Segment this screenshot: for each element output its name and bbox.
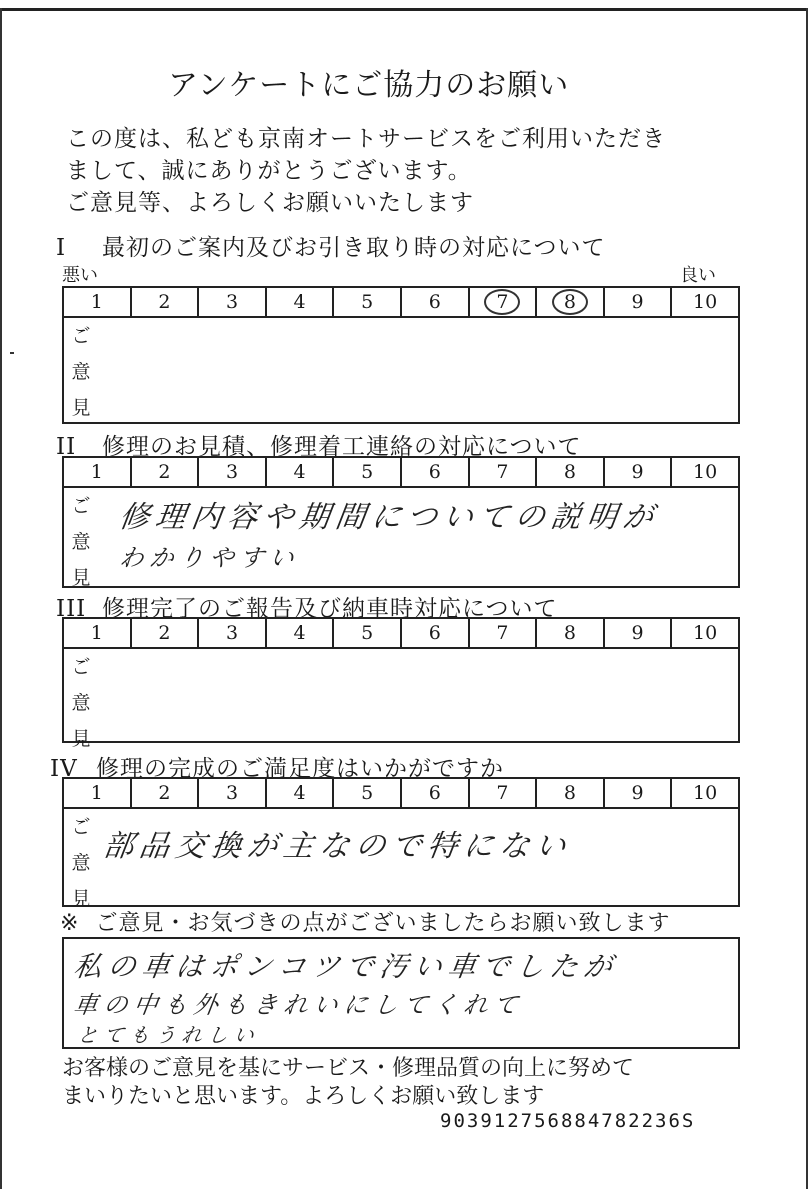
rating-9[interactable]: 9: [605, 288, 673, 316]
rating-10[interactable]: 10: [693, 461, 718, 483]
rating-4[interactable]: 4: [267, 458, 335, 486]
rating-5[interactable]: 5: [334, 458, 402, 486]
document-number: 903912756884782236S: [440, 1110, 696, 1132]
rating-1[interactable]: 1: [64, 288, 132, 316]
rating-5[interactable]: 5: [334, 779, 402, 807]
rating-5[interactable]: 5: [334, 619, 402, 647]
rating-4[interactable]: 4: [267, 779, 335, 807]
comment-label: ご 意 見: [71, 495, 91, 589]
section-4-number: IV: [50, 756, 78, 782]
circled-mark: [552, 289, 588, 315]
handwritten-comment-line-2: わかりやすい: [117, 544, 302, 572]
remarks-handwritten-line-3: とてもうれしい: [76, 1023, 262, 1047]
section-1-title: [56, 229, 606, 262]
circled-mark: [484, 289, 520, 315]
page-border-left: [0, 8, 2, 1189]
section-1-number: I: [56, 235, 67, 261]
comment-label: ご 意 見: [71, 816, 91, 910]
section-1-box: [62, 286, 740, 424]
rating-6[interactable]: 6: [402, 779, 470, 807]
section-4-text: 修理の完成のご満足度はいかがですか: [96, 756, 504, 782]
remarks-title-text: ご意見・お気づきの点がございましたらお願い致します: [95, 911, 671, 936]
section-3-number: III: [56, 596, 87, 622]
remarks-box: [62, 937, 740, 1049]
section-4-box: [62, 777, 740, 910]
rating-3[interactable]: 3: [199, 288, 267, 316]
rating-8[interactable]: 8: [537, 288, 605, 316]
rating-2[interactable]: 2: [132, 779, 200, 807]
rating-1[interactable]: 1: [64, 619, 132, 647]
rating-2[interactable]: 2: [132, 458, 200, 486]
rating-8[interactable]: 8: [537, 619, 605, 647]
footer-line-2: まいりたいと思います。よろしくお願い致します: [62, 1084, 545, 1109]
rating-3[interactable]: 3: [199, 779, 267, 807]
rating-10[interactable]: 10: [693, 622, 718, 644]
stray-mark: [10, 352, 14, 354]
remarks-handwritten-line-1: 私の車はポンコツで汚い車でしたが: [71, 950, 621, 983]
section-3-text: 修理完了のご報告及び納車時対応について: [102, 596, 558, 622]
section-2-text: 修理のお見積、修理着工連絡の対応について: [102, 434, 582, 460]
rating-scale-row: [64, 288, 738, 318]
rating-10[interactable]: 10: [693, 291, 718, 313]
rating-2[interactable]: 2: [132, 619, 200, 647]
rating-7[interactable]: 7: [470, 779, 538, 807]
remarks-title: [60, 906, 670, 937]
rating-7[interactable]: 7: [470, 288, 538, 316]
footer-line-1: お客様のご意見を基にサービス・修理品質の向上に努めて: [62, 1056, 635, 1081]
scale-bad-label: 悪い: [62, 265, 98, 286]
intro-line-1: この度は、私ども京南オートサービスをご利用いただき: [66, 126, 666, 152]
scale-good-label: 良い: [680, 265, 716, 286]
rating-scale-row: [64, 619, 738, 649]
rating-scale-row: [64, 779, 738, 809]
rating-7[interactable]: 7: [470, 619, 538, 647]
comment-label: ご 意 見: [71, 325, 91, 419]
rating-6[interactable]: 6: [402, 458, 470, 486]
intro-line-3: ご意見等、よろしくお願いいたします: [66, 190, 474, 216]
rating-9[interactable]: 9: [605, 779, 673, 807]
rating-8[interactable]: 8: [537, 458, 605, 486]
handwritten-comment-line-1: 修理内容や期間についての説明が: [117, 500, 662, 535]
section-1-text: 最初のご案内及びお引き取り時の対応について: [102, 235, 606, 261]
rating-1[interactable]: 1: [64, 779, 132, 807]
handwritten-comment-line-1: 部品交換が主なので特にない: [101, 829, 574, 864]
rating-3[interactable]: 3: [199, 619, 267, 647]
page-border-top: [0, 8, 808, 11]
rating-8[interactable]: 8: [537, 779, 605, 807]
section-3-box: [62, 617, 740, 750]
rating-3[interactable]: 3: [199, 458, 267, 486]
section-2-number: II: [56, 434, 77, 460]
rating-6[interactable]: 6: [402, 619, 470, 647]
rating-7[interactable]: 7: [470, 458, 538, 486]
rating-9[interactable]: 9: [605, 619, 673, 647]
intro-line-2: まして、誠にありがとうございます。: [66, 158, 472, 184]
remarks-handwritten-line-2: 車の中も外もきれいにしてくれて: [71, 991, 526, 1019]
rating-10[interactable]: 10: [693, 782, 718, 804]
rating-1[interactable]: 1: [64, 458, 132, 486]
rating-5[interactable]: 5: [334, 288, 402, 316]
rating-2[interactable]: 2: [132, 288, 200, 316]
section-2-box: [62, 456, 740, 588]
note-mark: ※: [60, 911, 80, 936]
comment-label: ご 意 見: [71, 656, 91, 750]
rating-4[interactable]: 4: [267, 288, 335, 316]
rating-9[interactable]: 9: [605, 458, 673, 486]
rating-scale-row: [64, 458, 738, 488]
rating-6[interactable]: 6: [402, 288, 470, 316]
survey-title: アンケートにご協力のお願い: [168, 68, 570, 103]
rating-4[interactable]: 4: [267, 619, 335, 647]
